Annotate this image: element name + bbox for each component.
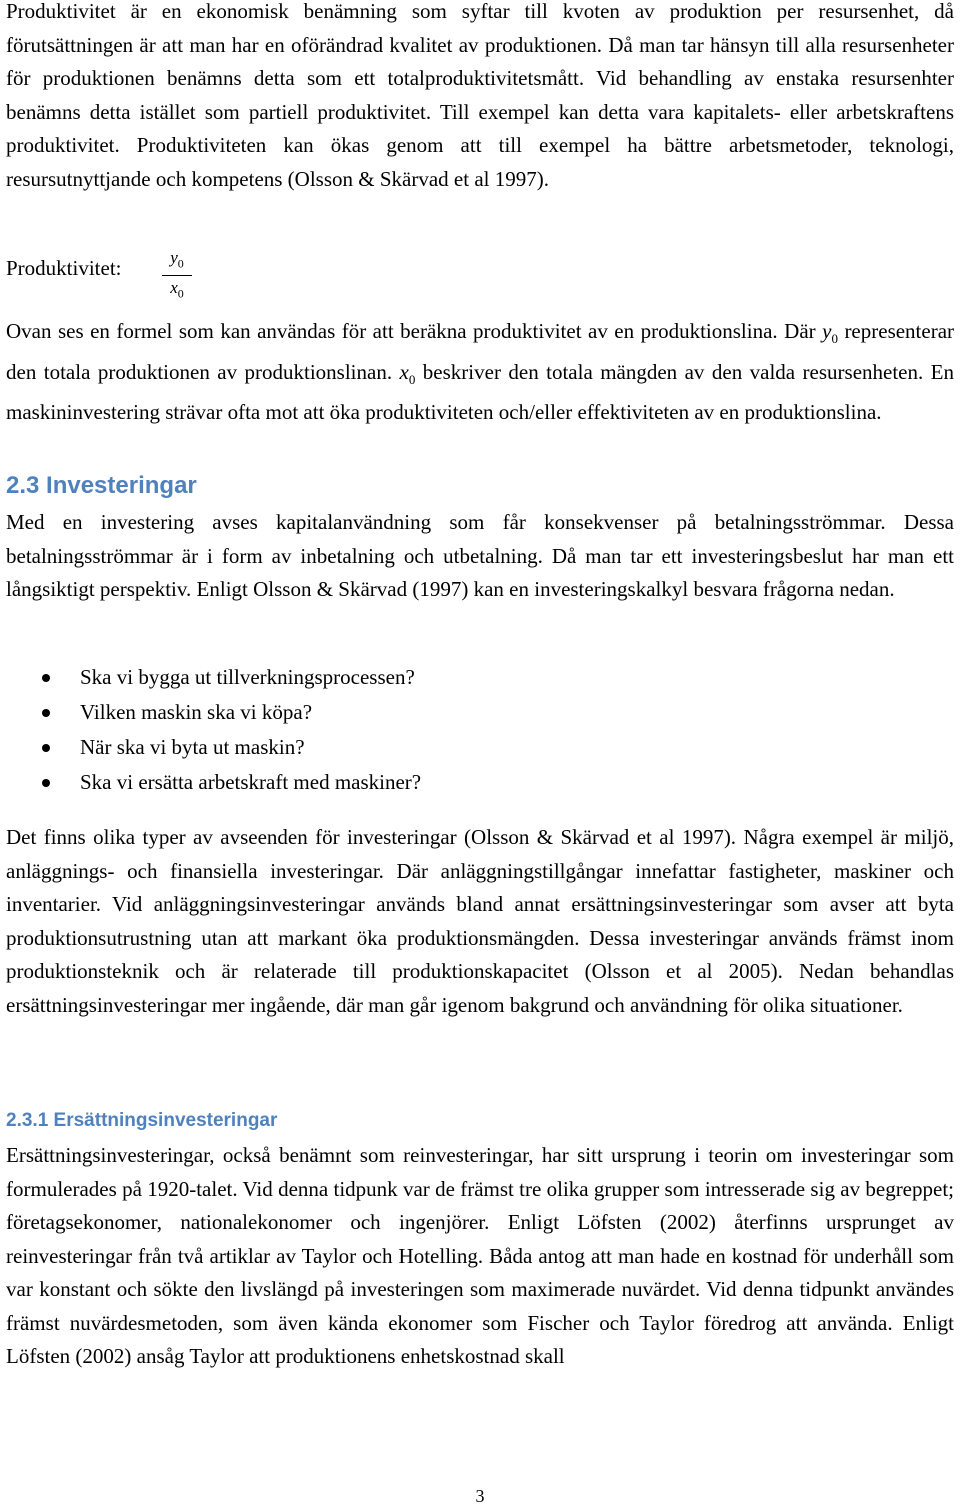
fraction-bar <box>162 275 192 276</box>
formula-denominator: $x_0$ <box>170 278 184 301</box>
formula-numerator: $y_0$ <box>170 248 184 271</box>
paragraph-ersattningsinvesteringar: Ersättningsinvesteringar, också benämnt som reinvesteringar, har sitt ursprung i teorin om investeringar som formulerades på 1920-talet. Vid denna tidpunk var de främst tre olika grupper som intresserade sig av begreppet; företagsekonomer, nationalekonomer och ingenjörer. Enligt Löfsten (2002) återfinns ursprunget av reinvesteringar från två artiklar av Taylor och Hotelling. Båda antog att man hade en kostnad för underhåll som var konstant och sökte den livslängd på investeringen som maximerade nuvärdet. Vid denna tidpunkt användes främst nuvärdesmetoden, som även kända ekonomer som Fischer och Taylor föredrog att använda. Enligt Löfsten (2002) ansåg Taylor att produktionens enhetskostnad skall <box>6 1143 954 1368</box>
math-y0: $y_0$ <box>822 319 838 347</box>
page-number: 3 <box>475 1486 485 1506</box>
list-item: Ska vi ersätta arbetskraft med maskiner? <box>6 765 421 800</box>
section-heading-investeringar: 2.3 Investeringar <box>6 472 197 499</box>
list-item: När ska vi byta ut maskin? <box>6 730 421 765</box>
bullet-icon <box>42 674 50 682</box>
subsection-heading-ersattningsinvesteringar: 2.3.1 Ersättningsinvesteringar <box>6 1110 278 1131</box>
paragraph-investering: Med en investering avses kapitalanvändning som får konsekvenser på betalningsströmmar. Dessa betalningsströmmar är i form av inbetalning och utbetalning. Då man tar ett investeringsbeslut har man ett långsiktigt perspektiv. Enligt Olsson & Skärvad (1997) kan en investeringskalkyl besvara frågorna nedan. <box>6 510 954 601</box>
productivity-formula <box>162 248 192 304</box>
list-item: Vilken maskin ska vi köpa? <box>6 695 421 730</box>
paragraph-produktivitet: Produktivitet är en ekonomisk benämning som syftar till kvoten av produktion per resursenhet, då förutsättningen är att man har en oförändrad kvalitet av produktionen. Då man tar hänsyn till alla resursenheter för produktionen benämns detta som ett totalproduktivitetsmått. Vid behandling av enstaka resursenhter benämns detta istället som partiell produktivitet. Till exempel kan detta vara kapitalets- eller arbetskraftens produktivitet. Produktiviteten kan ökas genom att till exempel ha bättre arbetsmetoder, teknologi, resursutnyttjande och kompetens (Olsson & Skärvad et al 1997). <box>6 0 954 191</box>
bullet-icon <box>42 779 50 787</box>
paragraph-formula-explanation: Ovan ses en formel som kan användas för att beräkna produktivitet av en produktionslina. Där $y_0$ representerar den totala produktionen av produktionslinan. $x_0$ beskriver den totala mängden av den valda resursenheten. En maskininvestering strävar ofta mot att öka produktiviteten och/eller effektiviteten av en produktionslina. <box>6 319 955 425</box>
question-list <box>6 660 421 800</box>
math-x0: $x_0$ <box>399 359 416 387</box>
bullet-icon <box>42 744 50 752</box>
list-item: Ska vi bygga ut tillverkningsprocessen? <box>6 660 421 695</box>
paragraph-investeringstyper: Det finns olika typer av avseenden för investeringar (Olsson & Skärvad et al 1997). Några exempel är miljö, anläggnings- och finansiella investeringar. Där anläggningstillgångar innefattar fastigheter, maskiner och inventarier. Vid anläggningsinvesteringar används bland annat ersättningsinvesteringar som avser att byta produktionsutrustning utan att markant öka produktionsmängden. Dessa investeringar används främst inom produktionsteknik och är relaterade till produktionskapacitet (Olsson et al 2005). Nedan behandlas ersättningsinvesteringar mer ingående, där man går igenom bakgrund och användning för olika situationer. <box>6 825 954 1017</box>
bullet-icon <box>42 709 50 717</box>
formula-label: Produktivitet: <box>6 256 122 280</box>
